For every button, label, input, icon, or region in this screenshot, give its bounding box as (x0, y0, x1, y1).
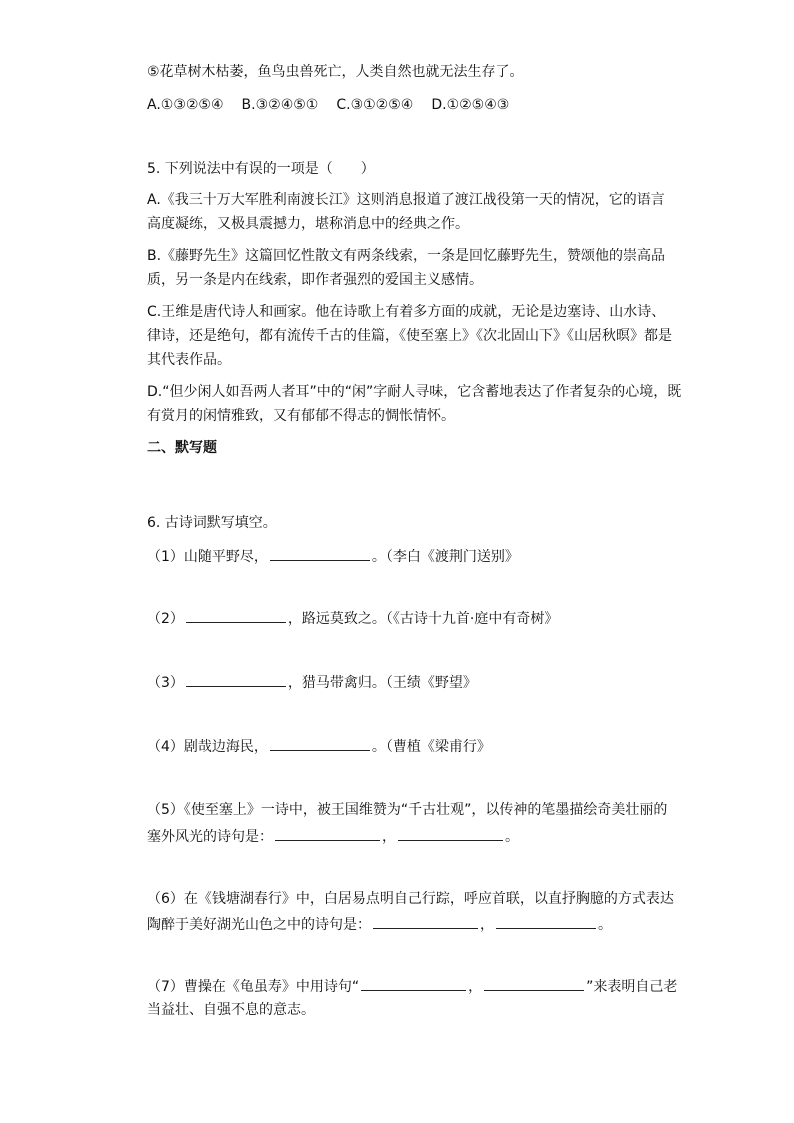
question-6-item-5-line2: 塞外风光的诗句是： ， 。 (147, 826, 519, 847)
question-6-item-6-line1: （6）在《钱塘湖春行》中，白居易点明自己行踪，呼应首联，以直抒胸臆的方式表达 (147, 891, 674, 907)
answer-blank[interactable] (373, 914, 478, 929)
question-5-stem: 5. 下列说法中有误的一项是（ ） (147, 161, 375, 177)
answer-blank[interactable] (275, 826, 380, 841)
question-6-item-2: （2） ，路远莫致之。（《古诗十九首·庭中有奇树》 (147, 608, 558, 629)
question-6-item-1: （1）山随平野尽， 。（李白《渡荆门送别》 (147, 546, 519, 567)
option-b: B.③②④⑤① (241, 97, 319, 113)
answer-blank[interactable] (398, 826, 503, 841)
option-a: A.①③②⑤④ (147, 97, 224, 113)
question-5-option-d-line2: 有赏月的闲情雅致，又有郁郁不得志的惆怅情怀。 (147, 408, 455, 424)
question-5-option-b-line1: B.《藤野先生》这篇回忆性散文有两条线索，一条是回忆藤野先生，赞颂他的崇高品 (147, 248, 666, 264)
question-6-stem: 6. 古诗词默写填空。 (147, 515, 277, 531)
question-5-option-c-line3: 其代表作品。 (147, 352, 231, 368)
question-5-option-b-line2: 质，另一条是内在线索，即作者强烈的爱国主义感情。 (147, 272, 483, 288)
option-d: D.①②⑤④③ (431, 97, 510, 113)
question-5-option-c-line1: C.王维是唐代诗人和画家。他在诗歌上有着多方面的成就，无论是边塞诗、山水诗、 (147, 304, 666, 320)
answer-blank[interactable] (361, 976, 466, 991)
question-6-item-7-line1: （7）曹操在《龟虽寿》中用诗句“ ， ”来表明自己老 (147, 976, 677, 997)
question-5-option-c-line2: 律诗，还是绝句，都有流传千古的佳篇，《使至塞上》《次北固山下》《山居秋暝》都是 (147, 328, 672, 344)
question-6-item-5-line1: （5）《使至塞上》一诗中，被王国维赞为“千古壮观”，以传神的笔墨描绘奇美壮丽的 (147, 802, 668, 818)
question-4-options (147, 95, 527, 115)
question-4-item-5: ⑤花草树木枯萎，鱼鸟虫兽死亡，人类自然也就无法生存了。 (147, 64, 524, 80)
question-5-option-d-line1: D.“但少闲人如吾两人者耳”中的“闲”字耐人寻味，它含蓄地表达了作者复杂的心境，既 (147, 384, 682, 400)
answer-blank[interactable] (270, 546, 370, 561)
question-6-item-7-line2: 当益壮、自强不息的意志。 (147, 1002, 315, 1018)
section-title: 二、默写题 (147, 440, 217, 456)
answer-blank[interactable] (186, 672, 286, 687)
question-5-option-a-line2: 高度凝练，又极具震撼力，堪称消息中的经典之作。 (147, 216, 469, 232)
question-6-item-6-line2: 陶醉于美好湖光山色之中的诗句是： ， 。 (147, 914, 612, 935)
question-6-item-4: （4）剧哉边海民， 。（曹植《梁甫行》 (147, 736, 491, 757)
answer-blank[interactable] (484, 976, 584, 991)
answer-blank[interactable] (270, 736, 370, 751)
question-5-option-a-line1: A.《我三十万大军胜利南渡长江》这则消息报道了渡江战役第一天的情况，它的语言 (147, 192, 665, 208)
question-6-item-3: （3） ，猎马带禽归。（王绩《野望》 (147, 672, 477, 693)
option-c: C.③①②⑤④ (336, 97, 414, 113)
answer-blank[interactable] (496, 914, 596, 929)
answer-blank[interactable] (186, 608, 286, 623)
